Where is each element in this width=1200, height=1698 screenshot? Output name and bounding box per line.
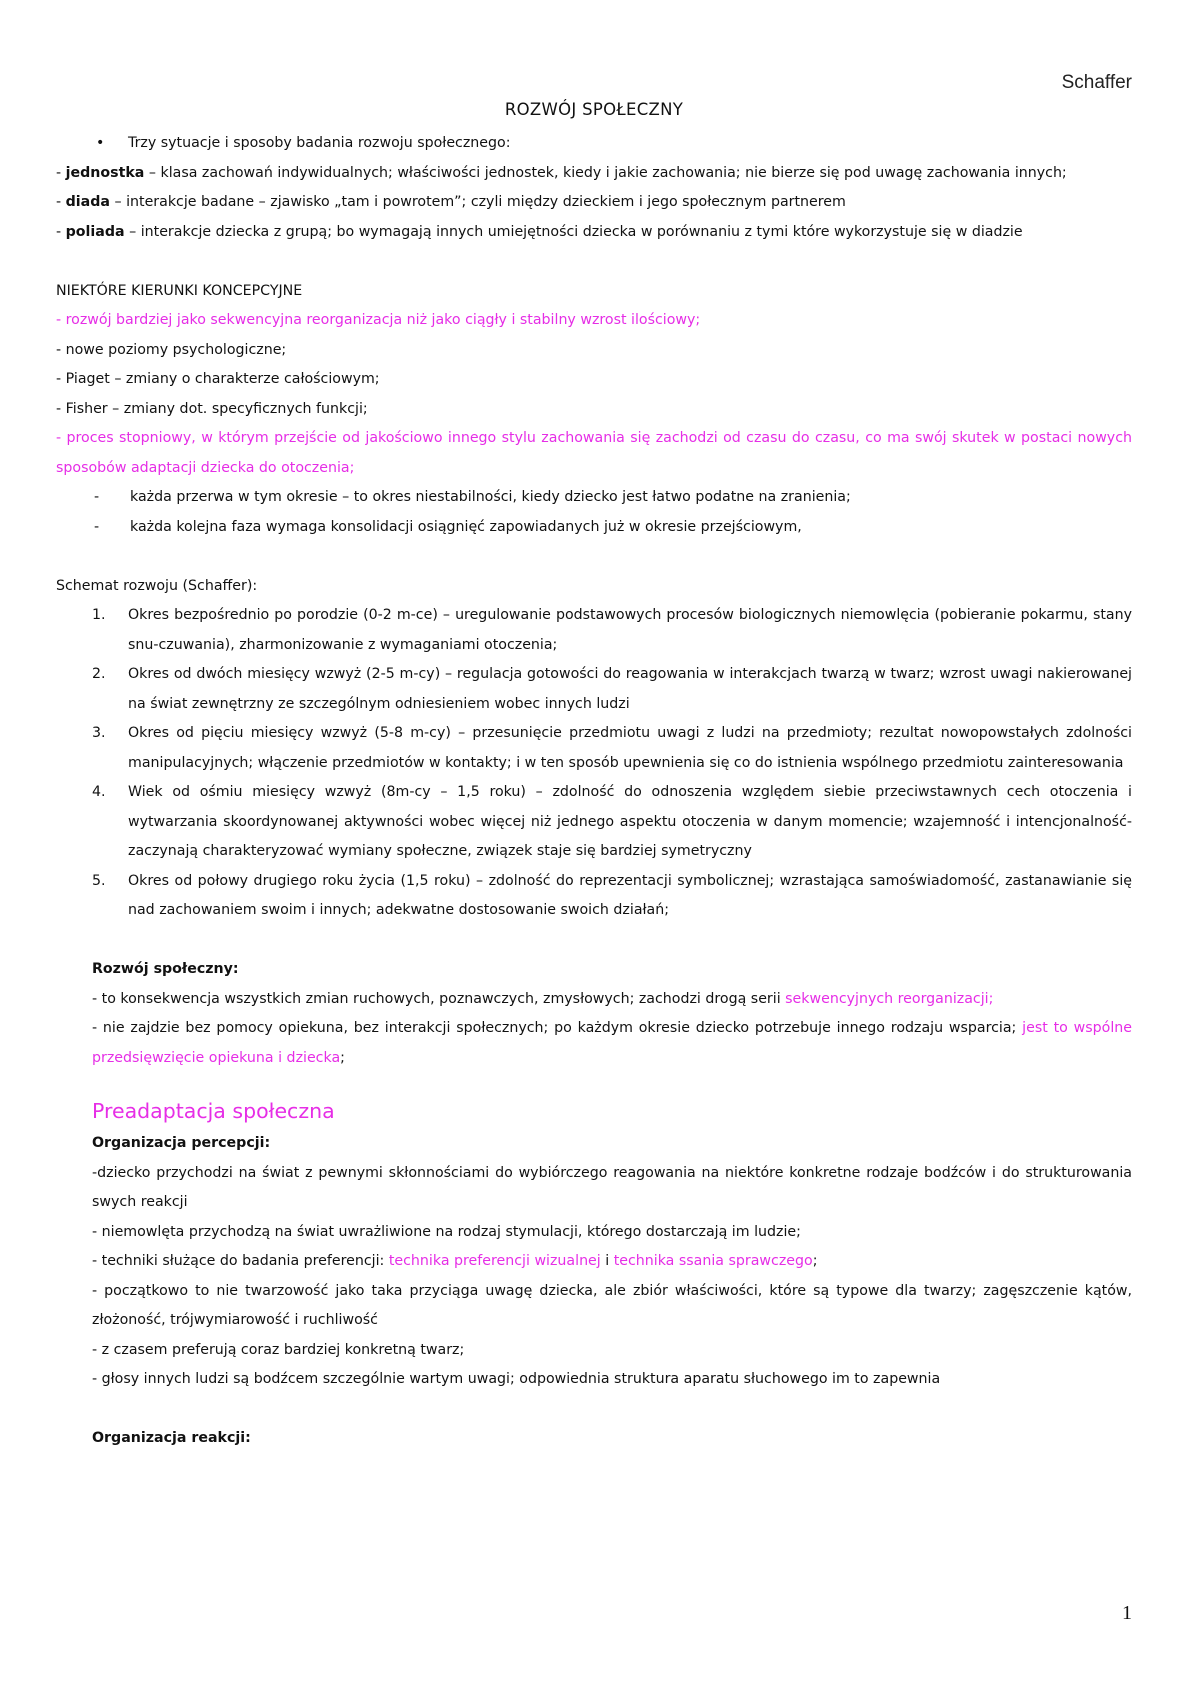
- percepcja-line-4: - początkowo to nie twarzowość jako taka przyciąga uwagę dziecka, ale zbiór właściwości, które są typowe dla twarzy; zagęszczenie kątów, złożoność, trójwymiarowość i ruchliwość: [92, 1282, 1132, 1328]
- kierunki-line-4: - Fisher – zmiany dot. specyficznych funkcji;: [56, 400, 368, 417]
- schemat-list: [56, 601, 1132, 926]
- rozwoj-section: [92, 955, 1132, 1073]
- list-item: - każda kolejna faza wymaga konsolidacji osiągnięć zapowiadanych już w okresie przejściowym,: [130, 513, 1132, 543]
- paragraph-jednostka: - jednostka – klasa zachowań indywidualnych; właściwości jednostek, kiedy i jakie zachowania; nie bierze się pod uwagę zachowania innych;: [56, 164, 1067, 181]
- percepcja-line-5: - z czasem preferują coraz bardziej konkretną twarz;: [92, 1341, 465, 1358]
- rozwoj-line-2: - nie zajdzie bez pomocy opiekuna, bez interakcji społecznych; po każdym okresie dziecko potrzebuje innego rodzaju wsparcia; jest to wspólne przedsięwzięcie opiekuna i dziecka;: [92, 1020, 1133, 1066]
- paragraph-poliada: - poliada – interakcje dziecka z grupą; bo wymagają innych umiejętności dziecka w porównaniu z tymi które wykorzystuje się w diadzie: [56, 223, 1023, 240]
- text-diada: – interakcje badane – zjawisko „tam i powrotem”; czyli między dzieckiem i jego społecznym partnerem: [109, 194, 846, 210]
- list-item: 5. Okres od połowy drugiego roku życia (1,5 roku) – zdolność do reprezentacji symbolicznej; wzrastająca samoświadomość, zastanawianie się nad zachowaniem swoim i innych; adekwatne dostosowanie swoich działań;: [92, 872, 1132, 918]
- term-diada: diada: [65, 194, 110, 210]
- section-heading-schemat: Schemat rozwoju (Schaffer):: [56, 577, 258, 594]
- kierunki-line-2: - nowe poziomy psychologiczne;: [56, 341, 287, 358]
- list-item: 3. Okres od pięciu miesięcy wzwyż (5-8 m-cy) – przesunięcie przedmiotu uwagi z ludzi na przedmioty; rezultat nowopowstałych zdolności manipulacyjnych; włączenie przedmiotów w kontakty; i w ten sposób upewnienia się co do istnienia wspólnego przedmiotu zainteresowania: [92, 725, 1132, 771]
- section-heading-rozwoj: Rozwój społeczny:: [92, 961, 239, 977]
- text-jednostka: – klasa zachowań indywidualnych; właściwości jednostek, kiedy i jakie zachowania; nie bierze się pod uwagę zachowania innych;: [144, 164, 1067, 181]
- subheading-percepcja: Organizacja percepcji:: [92, 1135, 271, 1151]
- list-item: 2. Okres od dwóch miesięcy wzwyż (2-5 m-cy) – regulacja gotowości do reagowania w interakcjach twarzą w twarz; wzrost uwagi nakierowanej na świat zewnętrzny ze szczególnym odniesieniem wobec innych ludzi: [92, 666, 1132, 712]
- term-jednostka: jednostka: [65, 164, 145, 181]
- header-author: Schaffer: [1061, 72, 1132, 93]
- document-page: [56, 64, 1132, 1454]
- preadaptacja-section: [92, 1129, 1132, 1454]
- text-poliada: – interakcje dziecka z grupą; bo wymagają innych umiejętności dziecka w porównaniu z tymi które wykorzystuje się w diadzie: [124, 223, 1023, 240]
- list-item: - każda przerwa w tym okresie – to okres niestabilności, kiedy dziecko jest łatwo podatne na zranienia;: [130, 483, 1132, 513]
- rozwoj-line-1: - to konsekwencja wszystkich zmian ruchowych, poznawczych, zmysłowych; zachodzi drogą serii sekwencyjnych reorganizacji;: [92, 990, 994, 1007]
- term-poliada: poliada: [65, 223, 125, 240]
- page-title: ROZWÓJ SPOŁECZNY: [504, 100, 684, 119]
- percepcja-line-2: - niemowlęta przychodzą na świat uwrażliwione na rodzaj stymulacji, którego dostarczają im ludzie;: [92, 1223, 801, 1240]
- intro-bullet-list: [56, 129, 1132, 159]
- kierunki-sublist: [56, 483, 1132, 542]
- kierunki-line-3: - Piaget – zmiany o charakterze całościowym;: [56, 371, 380, 387]
- subheading-reakcje: Organizacja reakcji:: [92, 1430, 251, 1446]
- section-heading-preadaptacja: Preadaptacja społeczna: [92, 1099, 335, 1123]
- percepcja-line-6: - głosy innych ludzi są bodźcem szczególnie wartym uwagi; odpowiednia struktura aparatu słuchowego im to zapewnia: [92, 1371, 941, 1387]
- percepcja-line-3: - techniki służące do badania preferencji: technika preferencji wizualnej i technika ssania sprawczego;: [92, 1253, 818, 1269]
- paragraph-diada: - diada – interakcje badane – zjawisko „tam i powrotem”; czyli między dzieckiem i jego społecznym partnerem: [56, 194, 846, 210]
- list-item: 4. Wiek od ośmiu miesięcy wzwyż (8m-cy – 1,5 roku) – zdolność do odnoszenia względem siebie przeciwstawnych cech otoczenia i wytwarzania skoordynowanej aktywności wobec więcej niż jednego aspektu otoczenia w danym momencie; wzajemność i intencjonalność- zaczynają charakteryzować wymiany społeczne, związek staje się bardziej symetryczny: [92, 784, 1132, 859]
- page-number: 1: [1122, 1602, 1132, 1624]
- kierunki-line-1: - rozwój bardziej jako sekwencyjna reorganizacja niż jako ciągły i stabilny wzrost ilościowy;: [56, 312, 701, 328]
- section-heading-kierunki: NIEKTÓRE KIERUNKI KONCEPCYJNE: [56, 282, 303, 299]
- list-item: 1. Okres bezpośrednio po porodzie (0-2 m-ce) – uregulowanie podstawowych procesów biologicznych niemowlęcia (pobieranie pokarmu, stany snu-czuwania), zharmonizowanie z wymaganiami otoczenia;: [92, 607, 1132, 653]
- list-item: • Trzy sytuacje i sposoby badania rozwoju społecznego:: [128, 129, 1132, 159]
- kierunki-line-5: - proces stopniowy, w którym przejście od jakościowo innego stylu zachowania się zachodzi od czasu do czasu, co ma swój skutek w postaci nowych sposobów adaptacji dziecka do otoczenia;: [56, 430, 1132, 476]
- percepcja-line-1: -dziecko przychodzi na świat z pewnymi skłonnościami do wybiórczego reagowania na niektóre konkretne rodzaje bodźców i do strukturowania swych reakcji: [92, 1164, 1132, 1210]
